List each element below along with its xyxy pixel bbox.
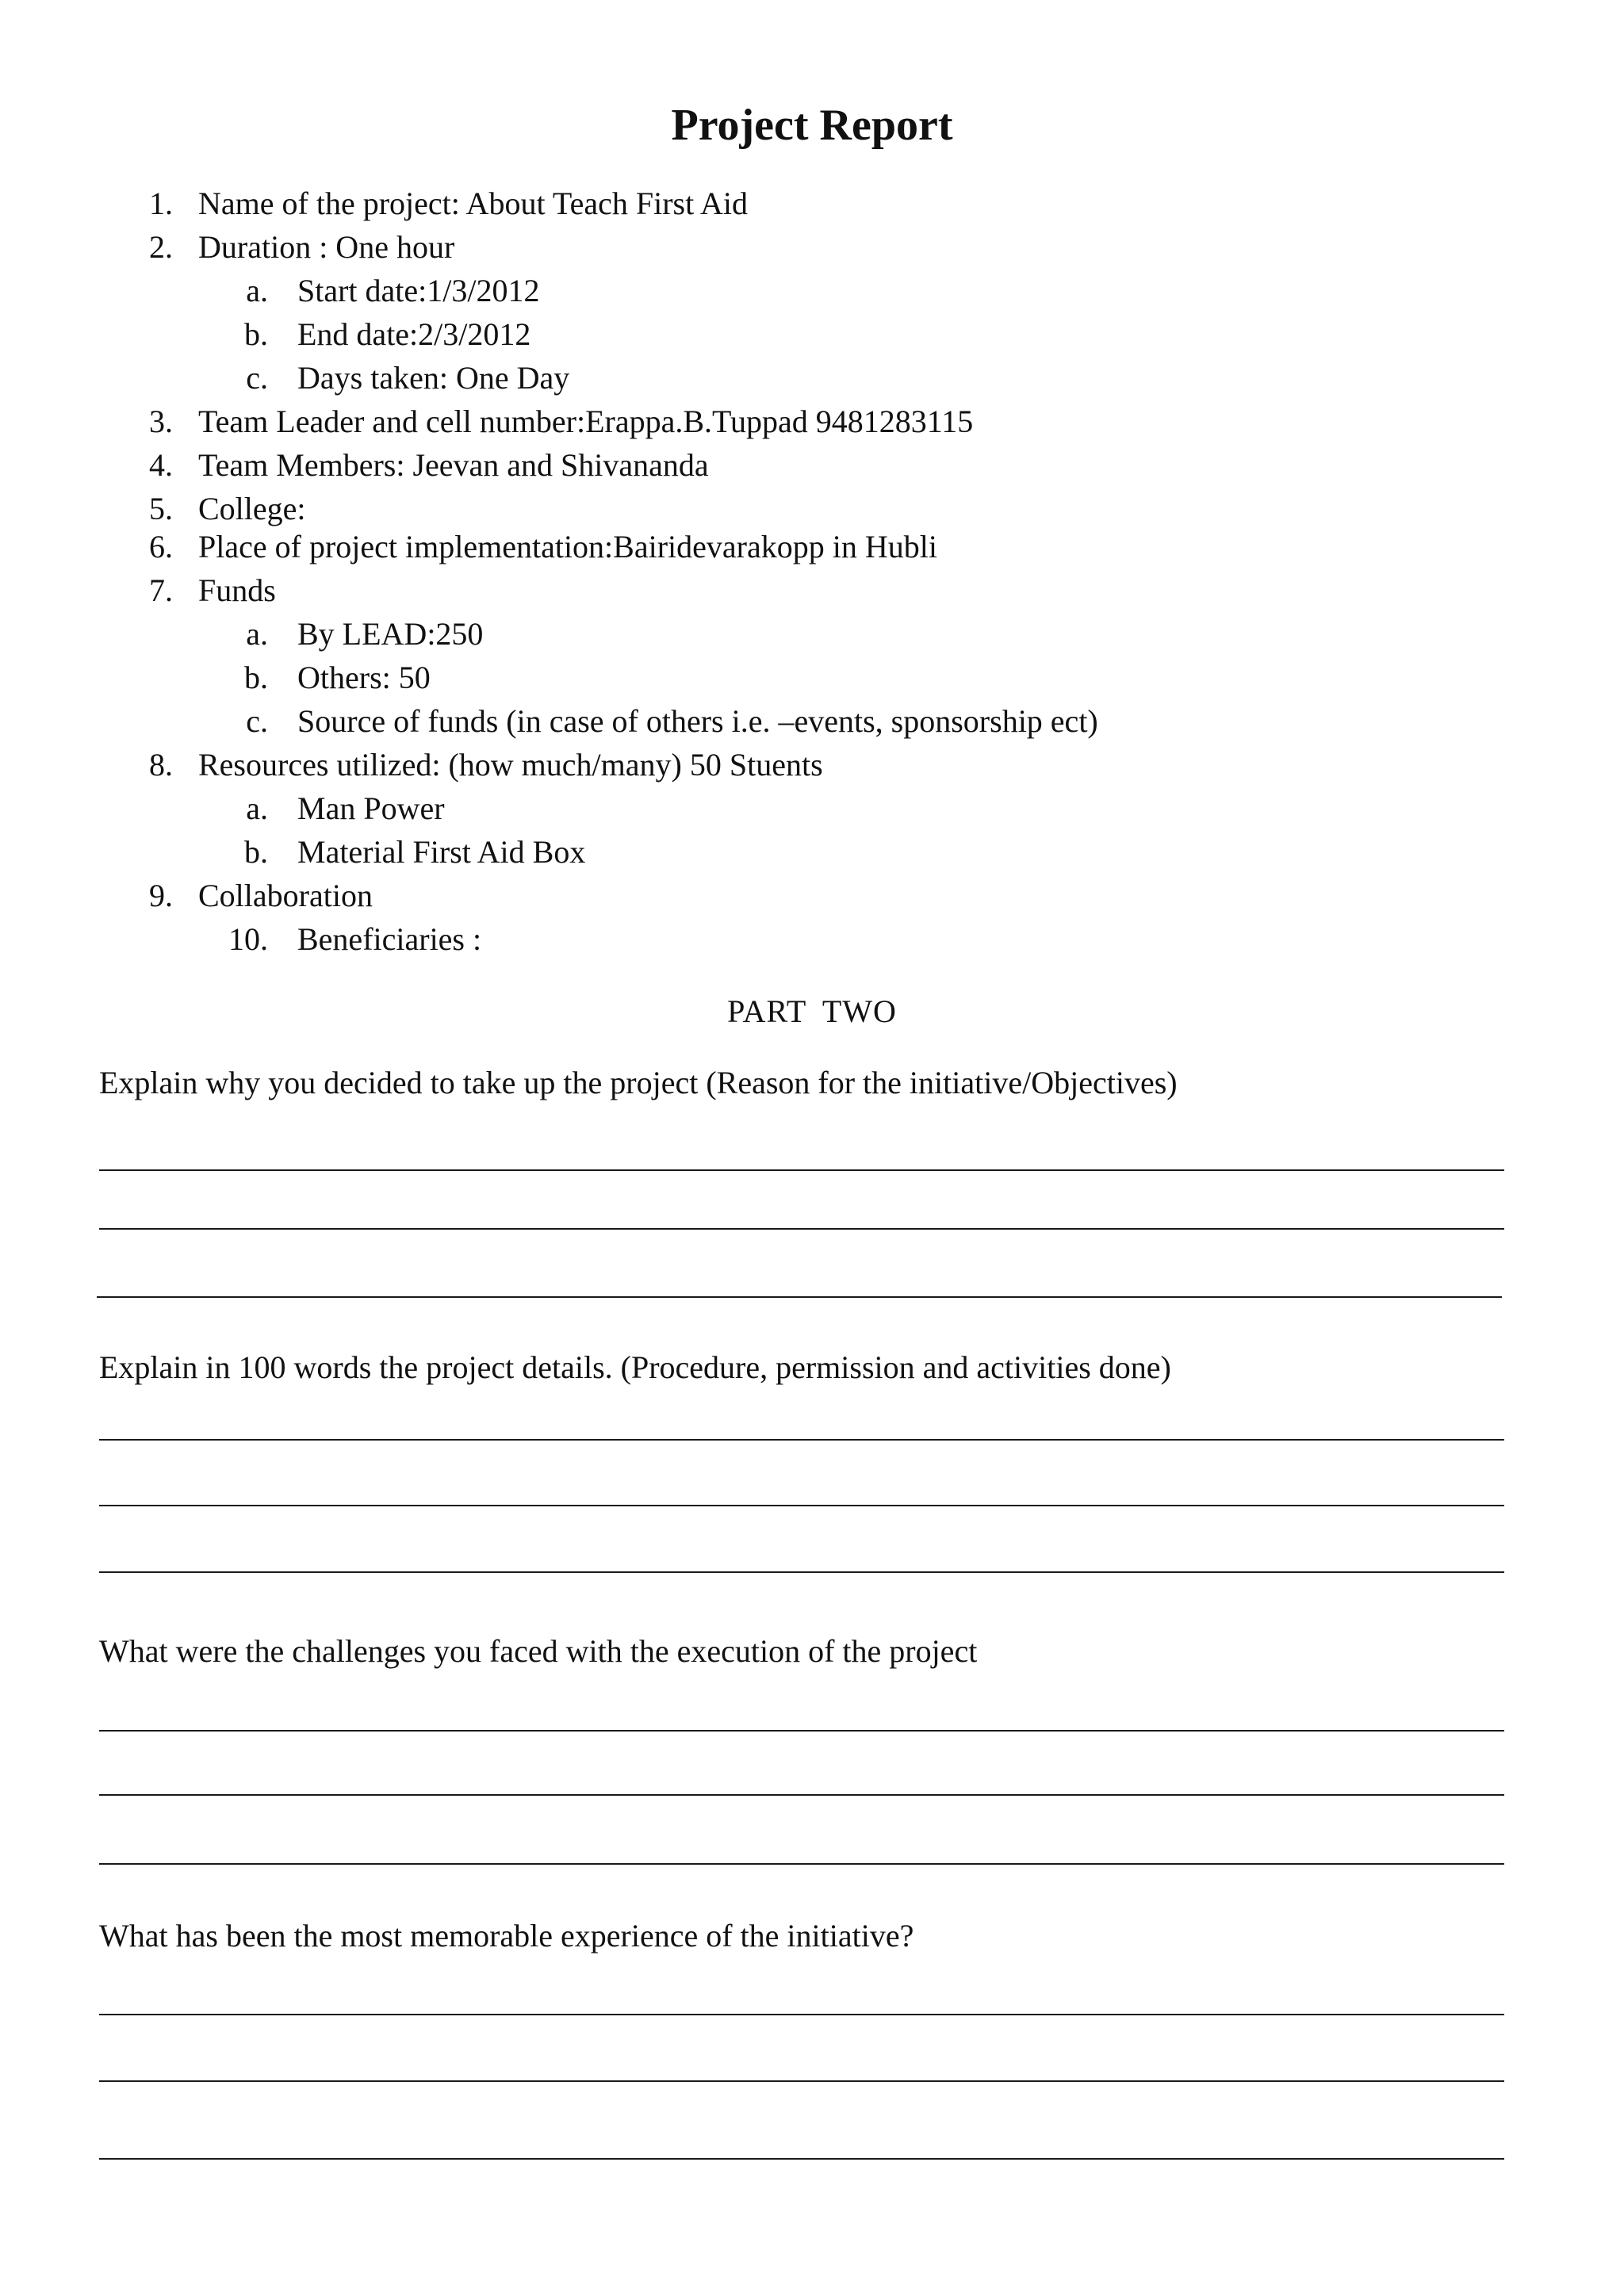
list-item-number: c. bbox=[246, 360, 268, 396]
list-item-number: 7. bbox=[149, 572, 173, 608]
list-item-text: Days taken: One Day bbox=[297, 360, 570, 396]
list-item-number: 1. bbox=[149, 186, 173, 221]
list-item-number: 10. bbox=[228, 921, 268, 957]
answer-line bbox=[99, 1863, 1504, 1865]
list-item-number: 6. bbox=[149, 529, 173, 564]
list-item-text: End date:2/3/2012 bbox=[297, 316, 531, 352]
list-item-text: Team Leader and cell number:Erappa.B.Tuppad 9481283115 bbox=[198, 404, 974, 439]
answer-line bbox=[97, 1296, 1502, 1298]
list-item-number: 4. bbox=[149, 447, 173, 483]
list-item-text: Place of project implementation:Bairidevarakopp in Hubli bbox=[198, 529, 937, 564]
question-objectives: Explain why you decided to take up the project (Reason for the initiative/Objectives) bbox=[99, 1065, 1178, 1100]
list-item-text: Resources utilized: (how much/many) 50 Stuents bbox=[198, 747, 823, 783]
list-item-text: Funds bbox=[198, 572, 276, 608]
question-project-details: Explain in 100 words the project details. (Procedure, permission and activities done) bbox=[99, 1349, 1171, 1385]
list-item-number: a. bbox=[246, 273, 268, 308]
list-item-text: Name of the project: About Teach First Aid bbox=[198, 186, 748, 221]
answer-line bbox=[99, 1439, 1504, 1441]
answer-line bbox=[99, 1571, 1504, 1573]
list-item-text: Beneficiaries : bbox=[297, 921, 482, 957]
answer-line bbox=[99, 1228, 1504, 1230]
answer-line bbox=[99, 2080, 1504, 2082]
list-item-number: b. bbox=[244, 660, 268, 695]
question-challenges: What were the challenges you faced with the execution of the project bbox=[99, 1633, 978, 1669]
answer-line bbox=[99, 1505, 1504, 1506]
list-item-text: Team Members: Jeevan and Shivananda bbox=[198, 447, 709, 483]
answer-line bbox=[99, 1169, 1504, 1171]
answer-line bbox=[99, 1794, 1504, 1796]
list-item-text: Duration : One hour bbox=[198, 229, 455, 265]
answer-line bbox=[99, 1730, 1504, 1732]
list-item-text: Start date:1/3/2012 bbox=[297, 273, 540, 308]
list-item-text: By LEAD:250 bbox=[297, 616, 484, 652]
answer-line bbox=[99, 2158, 1504, 2160]
list-item-number: c. bbox=[246, 703, 268, 739]
list-item-number: a. bbox=[246, 616, 268, 652]
list-item-text: Source of funds (in case of others i.e. –events, sponsorship ect) bbox=[297, 703, 1098, 739]
list-item-text: Material First Aid Box bbox=[297, 834, 586, 870]
list-item-text: Others: 50 bbox=[297, 660, 431, 695]
answer-line bbox=[99, 2014, 1504, 2015]
list-item-number: 5. bbox=[149, 491, 173, 526]
list-item-text: Collaboration bbox=[198, 878, 373, 913]
list-item-number: b. bbox=[244, 316, 268, 352]
list-item-number: 8. bbox=[149, 747, 173, 783]
list-item-text: College: bbox=[198, 491, 306, 526]
list-item-text: Man Power bbox=[297, 790, 445, 826]
list-item-number: a. bbox=[246, 790, 268, 826]
list-item-number: 2. bbox=[149, 229, 173, 265]
part-two-heading: PART TWO bbox=[727, 993, 897, 1029]
list-item-number: b. bbox=[244, 834, 268, 870]
list-item-number: 9. bbox=[149, 878, 173, 913]
question-memorable-experience: What has been the most memorable experience of the initiative? bbox=[99, 1918, 914, 1954]
document-title: Project Report bbox=[671, 101, 953, 150]
list-item-number: 3. bbox=[149, 404, 173, 439]
